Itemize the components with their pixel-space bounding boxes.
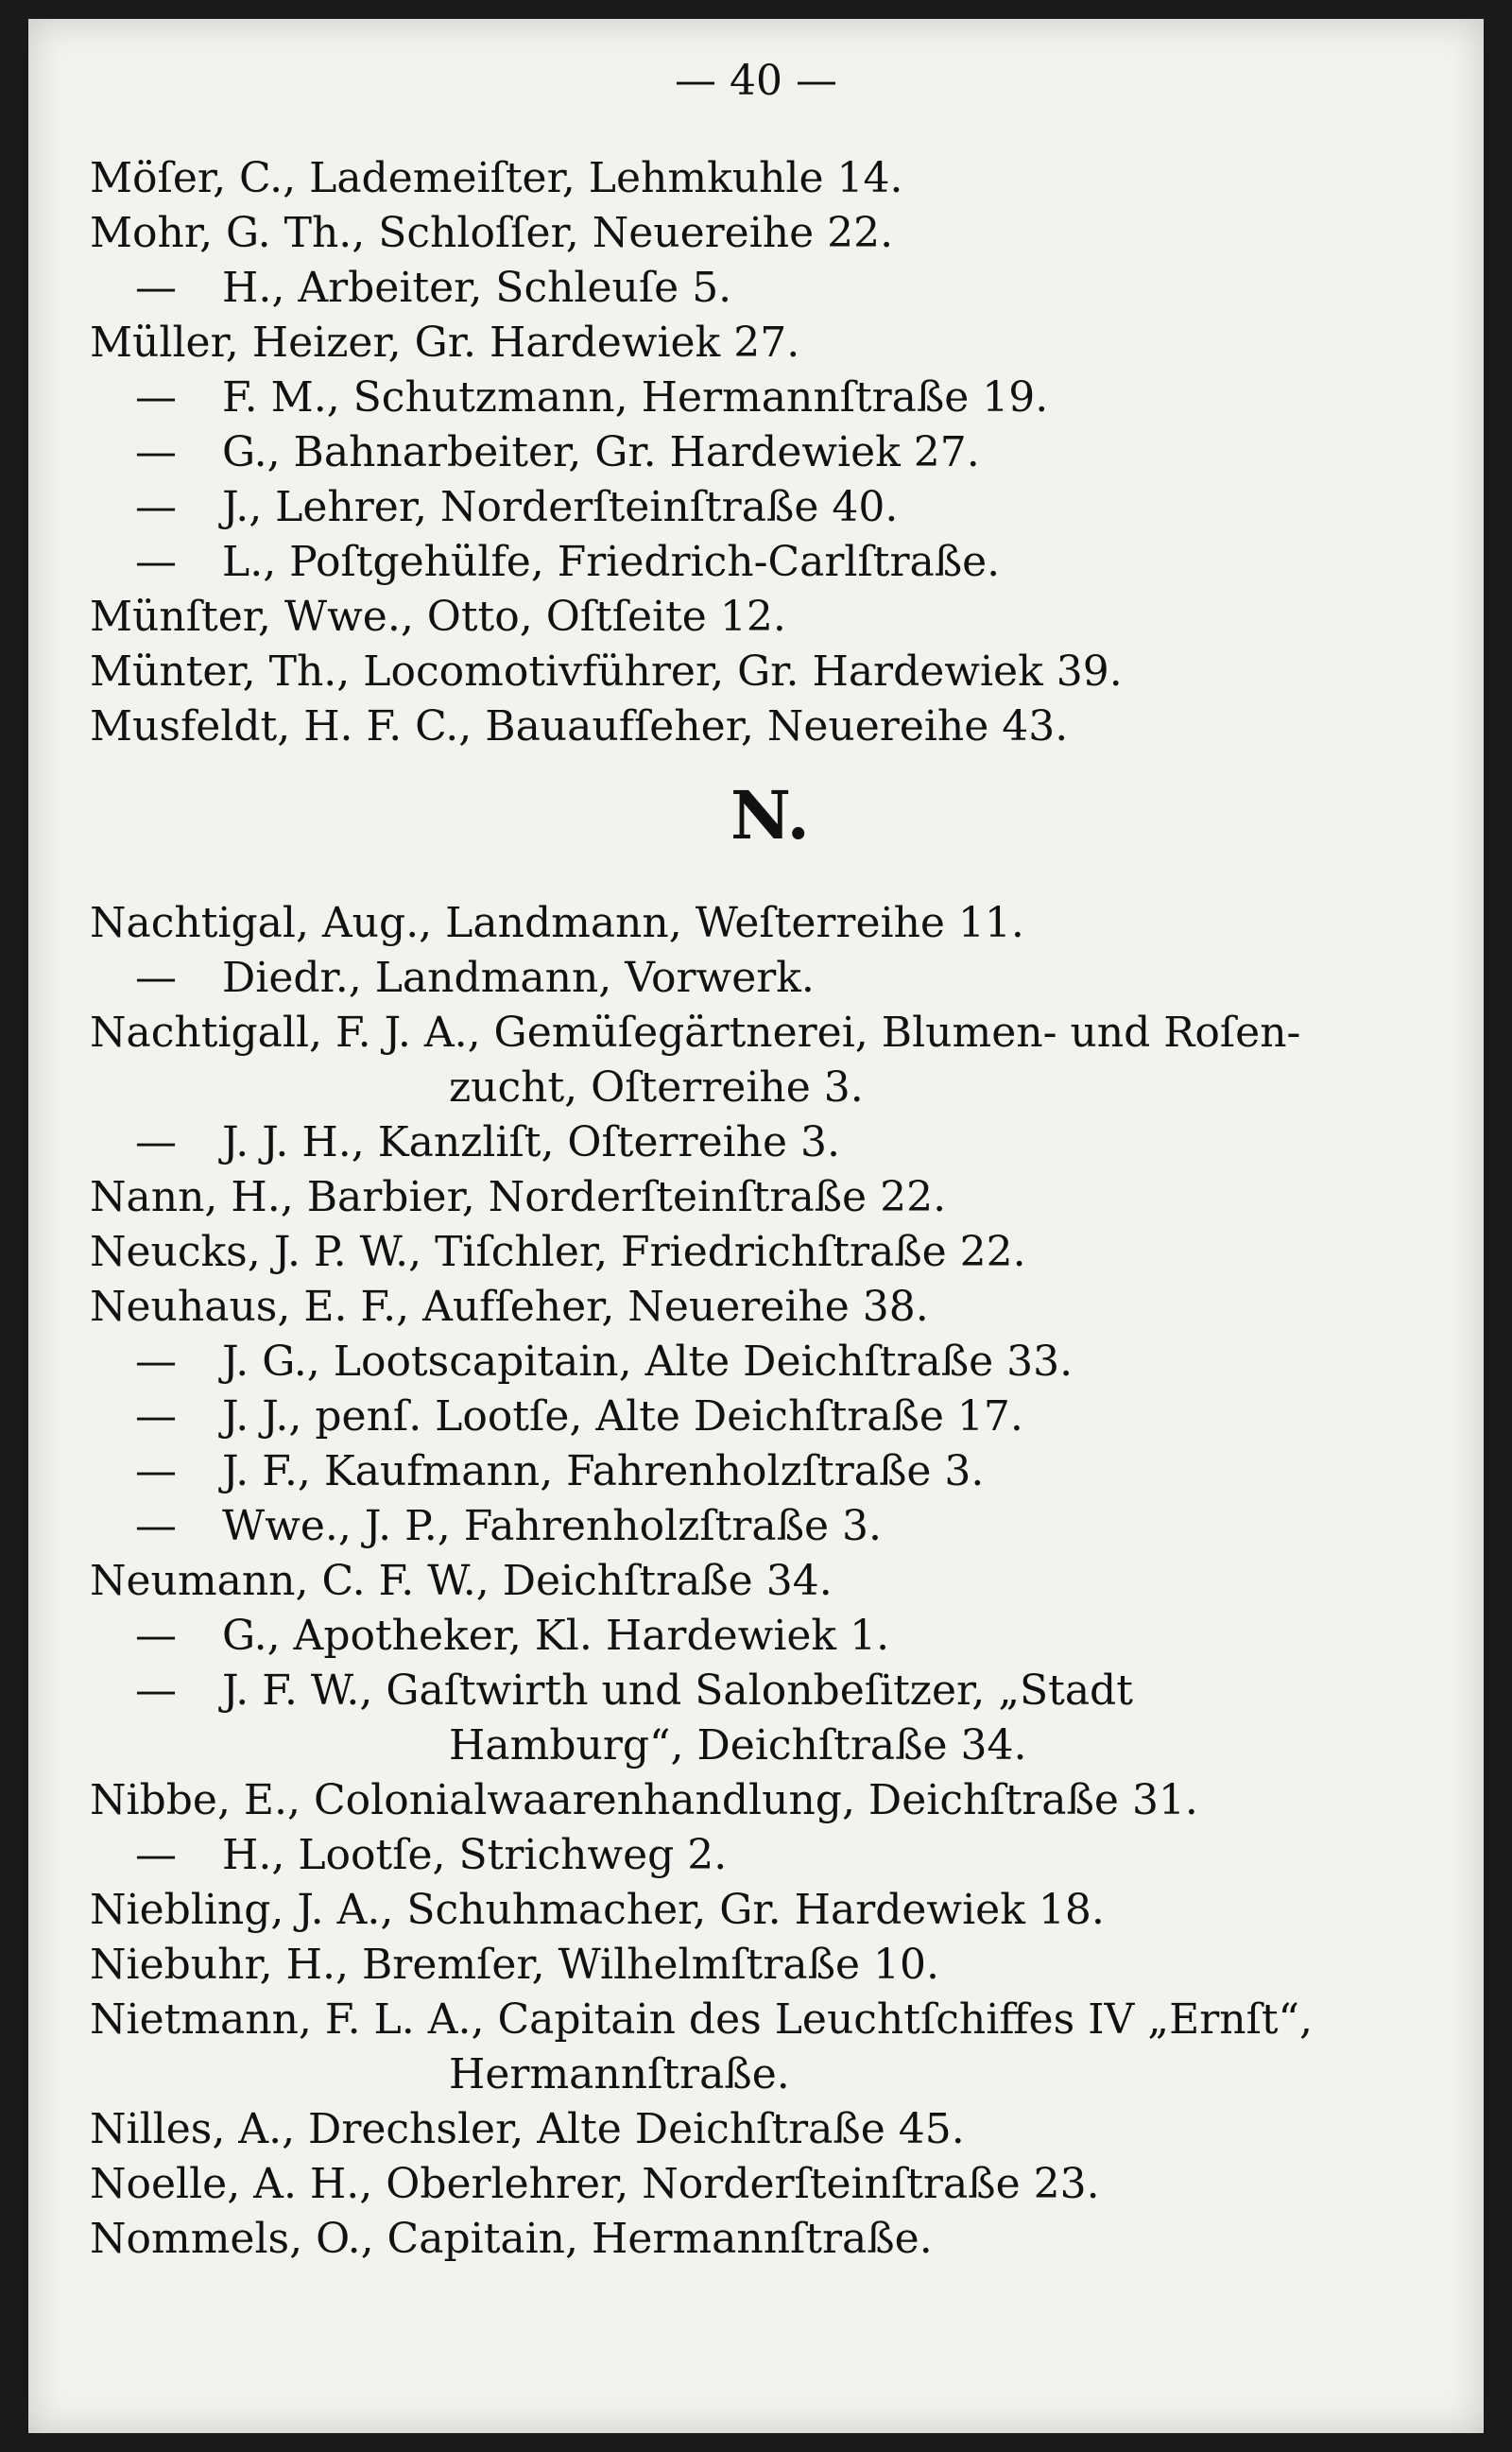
- entry-continuation: [90, 1718, 1451, 1773]
- entry-text: Musfeldt, H. F. C., Bauaufſeher, Neuereihe 43.: [90, 702, 1069, 751]
- sub-entry: [90, 425, 1451, 480]
- entry-text: Münſter, Wwe., Otto, Oſtſeite 12.: [90, 593, 786, 641]
- entry: [90, 1225, 1451, 1280]
- entry-text: H., Arbeiter, Schleuſe 5.: [222, 264, 732, 312]
- entry-text: Münter, Th., Locomotivführer, Gr. Hardewiek 39.: [90, 648, 1123, 696]
- entry-text: J. J. H., Kanzliſt, Oſterreihe 3.: [222, 1118, 841, 1166]
- ditto-dash: —: [135, 1666, 177, 1715]
- entry-text: Nietmann, F. L. A., Capitain des Leuchtſchiffes IV „Ernſt“,: [90, 1995, 1314, 2044]
- entry: [90, 1938, 1451, 1993]
- entry: [90, 2157, 1451, 2212]
- entry: [90, 1170, 1451, 1225]
- sub-entry: [90, 1444, 1451, 1499]
- entry-list-m: [90, 151, 1451, 754]
- directory-entries: [90, 151, 1451, 2267]
- entry-text: Hermannſtraße.: [449, 2050, 790, 2098]
- entry-text: Nommels, O., Capitain, Hermannſtraße.: [90, 2215, 933, 2263]
- entry: [90, 2212, 1451, 2267]
- entry-text: Niebuhr, H., Bremſer, Wilhelmſtraße 10.: [90, 1941, 939, 1989]
- page-number: — 40 —: [675, 57, 837, 105]
- entry-text: Neuhaus, E. F., Aufſeher, Neuereihe 38.: [90, 1283, 929, 1331]
- entry: [90, 590, 1451, 645]
- sub-entry: [90, 1664, 1451, 1718]
- entry-text: J. F. W., Gaſtwirth und Salonbeſitzer, „Stadt: [222, 1666, 1133, 1715]
- entry: [90, 645, 1451, 699]
- entry-list-n: [90, 896, 1451, 2267]
- entry-text: Nachtigall, F. J. A., Gemüſegärtnerei, Blumen- und Roſen-: [90, 1009, 1301, 1057]
- entry-continuation: [90, 1061, 1451, 1115]
- sub-entry: [90, 1335, 1451, 1390]
- entry-text: Möſer, C., Lademeiſter, Lehmkuhle 14.: [90, 154, 903, 202]
- sub-entry: [90, 1828, 1451, 1883]
- entry-text: zucht, Oſterreihe 3.: [449, 1063, 864, 1112]
- ditto-dash: —: [135, 1118, 177, 1166]
- entry: [90, 1883, 1451, 1938]
- entry: [90, 1554, 1451, 1609]
- entry-text: Neucks, J. P. W., Tiſchler, Friedrichſtraße 22.: [90, 1228, 1026, 1276]
- entry-text: Hamburg“, Deichſtraße 34.: [449, 1721, 1027, 1770]
- entry-text: L., Poſtgehülfe, Friedrich-Carlſtraße.: [222, 538, 1001, 586]
- entry-text: Nachtigal, Aug., Landmann, Weſterreihe 11.: [90, 899, 1024, 947]
- ditto-dash: —: [135, 1447, 177, 1495]
- sub-entry: [90, 261, 1451, 316]
- sub-entry: [90, 371, 1451, 425]
- entry: [90, 699, 1451, 754]
- sub-entry: [90, 480, 1451, 535]
- sub-entry: [90, 1390, 1451, 1444]
- entry-text: J. G., Lootscapitain, Alte Deichſtraße 33.: [222, 1338, 1074, 1386]
- sub-entry: [90, 1609, 1451, 1664]
- entry-text: Diedr., Landmann, Vorwerk.: [222, 954, 815, 1002]
- ditto-dash: —: [135, 538, 177, 586]
- ditto-dash: —: [135, 1338, 177, 1386]
- ditto-dash: —: [135, 1502, 177, 1550]
- entry: [90, 151, 1451, 206]
- sub-entry: [90, 1499, 1451, 1554]
- entry: [90, 1993, 1451, 2047]
- entry-text: Noelle, A. H., Oberlehrer, Norderſteinſtraße 23.: [90, 2160, 1100, 2208]
- entry-text: Müller, Heizer, Gr. Hardewiek 27.: [90, 319, 800, 367]
- ditto-dash: —: [135, 1392, 177, 1441]
- ditto-dash: —: [135, 428, 177, 476]
- ditto-dash: —: [135, 1612, 177, 1660]
- entry-text: Neumann, C. F. W., Deichſtraße 34.: [90, 1557, 833, 1605]
- ditto-dash: —: [135, 264, 177, 312]
- entry: [90, 206, 1451, 261]
- entry-text: J. F., Kaufmann, Fahrenholzſtraße 3.: [222, 1447, 985, 1495]
- entry: [90, 2102, 1451, 2157]
- entry-text: Nann, H., Barbier, Norderſteinſtraße 22.: [90, 1173, 947, 1221]
- sub-entry: [90, 535, 1451, 590]
- page: [28, 19, 1484, 2433]
- sub-entry: [90, 1115, 1451, 1170]
- entry-text: Nibbe, E., Colonialwaarenhandlung, Deichſtraße 31.: [90, 1776, 1198, 1824]
- entry-text: J., Lehrer, Norderſteinſtraße 40.: [222, 483, 899, 531]
- entry-text: Mohr, G. Th., Schloſſer, Neuereihe 22.: [90, 209, 894, 257]
- sub-entry: [90, 951, 1451, 1006]
- entry: [90, 1006, 1451, 1061]
- entry-text: Wwe., J. P., Fahrenholzſtraße 3.: [222, 1502, 882, 1550]
- entry-continuation: [90, 2047, 1451, 2102]
- entry-text: J. J., penſ. Lootſe, Alte Deichſtraße 17.: [222, 1392, 1023, 1441]
- ditto-dash: —: [135, 483, 177, 531]
- entry-text: G., Apotheker, Kl. Hardewiek 1.: [222, 1612, 890, 1660]
- entry: [90, 316, 1451, 371]
- ditto-dash: —: [135, 1831, 177, 1879]
- section-heading: N.: [730, 776, 810, 855]
- entry: [90, 896, 1451, 951]
- entry: [90, 1280, 1451, 1335]
- ditto-dash: —: [135, 954, 177, 1002]
- entry-text: Nilles, A., Drechsler, Alte Deichſtraße 45.: [90, 2105, 965, 2153]
- ditto-dash: —: [135, 373, 177, 422]
- entry-text: H., Lootſe, Strichweg 2.: [222, 1831, 728, 1879]
- entry-text: Niebling, J. A., Schuhmacher, Gr. Hardewiek 18.: [90, 1886, 1105, 1934]
- entry-text: G., Bahnarbeiter, Gr. Hardewiek 27.: [222, 428, 980, 476]
- entry: [90, 1773, 1451, 1828]
- entry-text: F. M., Schutzmann, Hermannſtraße 19.: [222, 373, 1049, 422]
